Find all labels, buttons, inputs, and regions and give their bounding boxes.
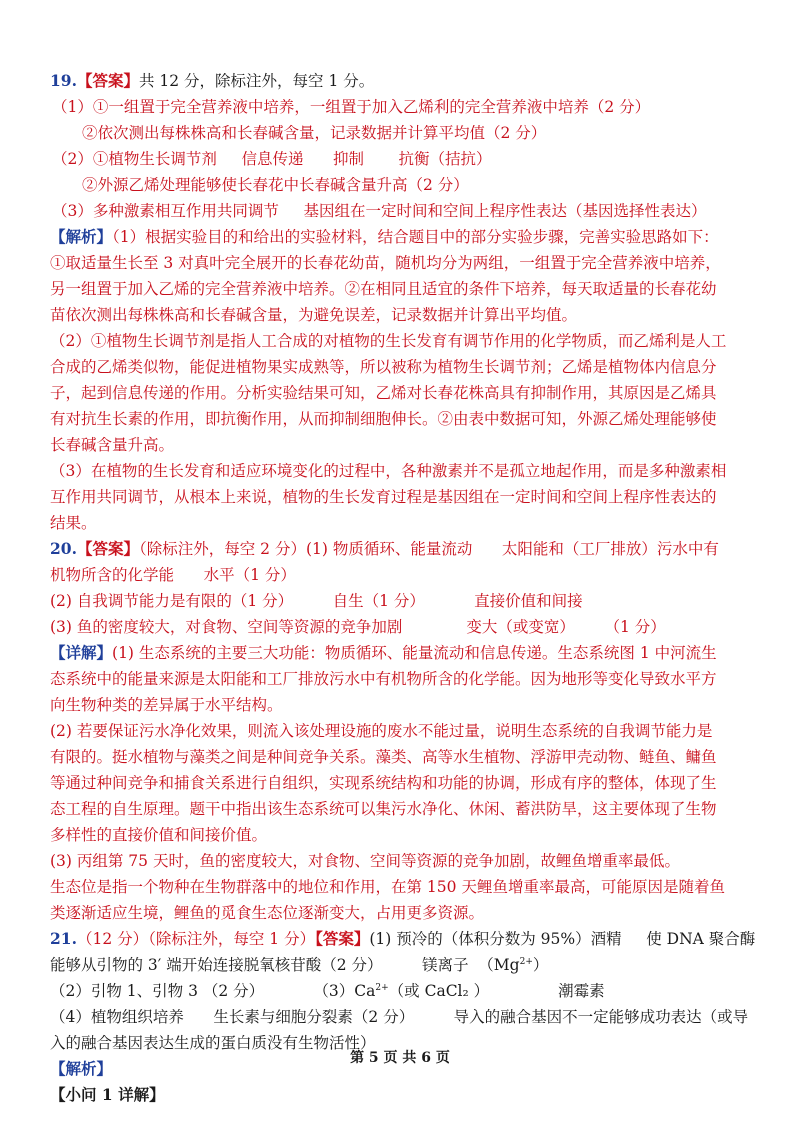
text-run: 能够从引物的 3′ 端开始连接脱氧核苷酸（2 分） 镁离子 （Mg (50, 956, 520, 974)
text-line (50, 640, 800, 666)
text-run: （1）根据实验目的和给出的实验材料，结合题目中的部分实验步骤，完善实验思路如下： (112, 228, 719, 246)
text-run: （2）引物 1、引物 3 （2 分） （3）Ca (50, 982, 376, 1000)
subquestion-heading (50, 1082, 800, 1108)
text-run: 入的融合基因表达生成的蛋白质没有生物活性） (50, 1034, 376, 1052)
text-run: （1）①一组置于完全营养液中培养，一组置于加入乙烯利的完全营养液中培养（2 分） (52, 98, 651, 116)
subquestion-label: 【小问 1 详解】 (50, 1085, 165, 1104)
text-line (50, 68, 800, 94)
text-line (50, 354, 800, 380)
text-line (50, 276, 800, 302)
text-run: 19. (50, 71, 77, 90)
text-run: 【详解】 (50, 643, 113, 662)
text-line (50, 952, 800, 978)
text-line (50, 848, 800, 874)
text-run: 【答案】 (76, 71, 139, 90)
text-line (50, 536, 800, 562)
text-run: （4）植物组织培养 生长素与细胞分裂素（2 分） 导入的融合基因不一定能够成功表达（或导 (50, 1008, 749, 1026)
text-run: 有对抗生长素的作用，即抗衡作用，从而抑制细胞伸长。②由表中数据可知，外源乙烯处理能够使 (50, 410, 717, 428)
text-run: （3）多种激素相互作用共同调节 基因组在一定时间和空间上程序性表达（基因选择性表达） (52, 202, 707, 220)
text-run: （2）①植物生长调节剂是指人工合成的对植物的生长发育有调节作用的化学物质，而乙烯利是人工 (50, 332, 727, 350)
text-line (50, 302, 800, 328)
text-line (50, 432, 800, 458)
text-run: 长春碱含量升高。 (50, 436, 175, 454)
text-run: (1) 生态系统的主要三大功能：物质循环、能量流动和信息传递。生态系统图 1 中河流生 (112, 644, 717, 662)
text-line (50, 874, 800, 900)
text-run: 合成的乙烯类似物，能促进植物果实成熟等，所以被称为植物生长调节剂；乙烯是植物体内信息分 (50, 358, 717, 376)
text-line (50, 926, 800, 952)
analysis-label: 【解析】 (50, 1059, 113, 1078)
text-run: （3）在植物的生长发育和适应环境变化的过程中，各种激素并不是孤立地起作用，而是多种激素相 (50, 462, 727, 480)
text-line (50, 380, 800, 406)
text-line (50, 614, 800, 640)
text-run: 另一组置于加入乙烯的完全营养液中培养。②在相同且适宜的条件下培养，每天取适量的长春花幼 (50, 280, 717, 298)
text-run: 结果。 (50, 514, 97, 532)
text-line (50, 978, 800, 1004)
text-run: 苗依次测出每株株高和长春碱含量，为避免误差，记录数据并计算出平均值。 (50, 306, 578, 324)
text-line (50, 718, 800, 744)
text-line (50, 458, 800, 484)
text-run: ②外源乙烯处理能够使长春花中长春碱含量升高（2 分） (82, 176, 469, 194)
page-number-footer: 第 5 页 共 6 页 (350, 1050, 450, 1066)
text-run: (1) 预冷的（体积分数为 95%）酒精 使 DNA 聚合酶 (369, 930, 756, 948)
text-run: (2) 若要保证污水净化效果，则流入该处理设施的废水不能过量，说明生态系统的自我调节能力是 (50, 722, 713, 740)
text-run: (3) 丙组第 75 天时，鱼的密度较大，对食物、空间等资源的竞争加剧，故鲤鱼增重率最低。 (50, 852, 680, 870)
text-line (50, 822, 800, 848)
text-line (50, 796, 800, 822)
text-run: （12 分）（除标注外，每空 1 分） (76, 930, 316, 948)
text-line (50, 900, 800, 926)
text-run: ①取适量生长至 3 对真叶完全展开的长春花幼苗，随机均分为两组，一组置于完全营养液中培养， (50, 254, 721, 272)
text-run: 向生物种类的差异属于水平结构。 (50, 696, 283, 714)
text-line (52, 146, 800, 172)
text-run: 【答案】 (315, 929, 370, 948)
text-line (50, 666, 800, 692)
text-line (50, 406, 800, 432)
text-run: ） (532, 956, 549, 974)
text-run: 20. (50, 539, 77, 558)
text-run: 等通过种间竞争和捕食关系进行自组织，实现系统结构和功能的协调，形成有序的整体，体现了生 (50, 774, 717, 792)
text-line (50, 1004, 800, 1030)
text-line (50, 224, 800, 250)
text-line (50, 562, 800, 588)
text-run: 态工程的自生原理。题干中指出该生态系统可以集污水净化、休闲、蓄洪防旱，这主要体现了生物 (50, 800, 717, 818)
text-run: 21. (50, 929, 77, 948)
text-run: 态系统中的能量来源是太阳能和工厂排放污水中有机物所含的化学能。因为地形等变化导致水平方 (50, 670, 717, 688)
text-run: (3) 鱼的密度较大，对食物、空间等资源的竞争加剧 变大（或变宽） （1 分） (50, 618, 666, 636)
text-line (50, 744, 800, 770)
text-line (50, 588, 800, 614)
text-run: 【答案】 (76, 539, 139, 558)
text-run: (2) 自我调节能力是有限的（1 分） 自生（1 分） 直接价值和间接 (50, 592, 583, 610)
text-run: 互作用共同调节，从根本上来说，植物的生长发育过程是基因组在一定时间和空间上程序性表达的 (50, 488, 717, 506)
text-run: 多样性的直接价值和间接价值。 (50, 826, 268, 844)
text-run: 生态位是指一个物种在生物群落中的地位和作用，在第 150 天鲤鱼增重率最高，可能原因是随着鱼 (50, 878, 725, 896)
text-run: （或 CaCl₂ ） 潮霉素 (388, 982, 605, 1000)
superscript-run: 2+ (375, 983, 389, 993)
text-run: 共 12 分，除标注外，每空 1 分。 (138, 72, 375, 90)
text-line (50, 510, 800, 536)
text-line (50, 250, 800, 276)
text-line (82, 120, 800, 146)
text-run: 类逐渐适应生境，鲤鱼的觅食生态位逐渐变大，占用更多资源。 (50, 904, 485, 922)
text-line (82, 172, 800, 198)
text-line (50, 692, 800, 718)
text-run: （除标注外，每空 2 分）(1) 物质循环、能量流动 太阳能和（工厂排放）污水中有 (138, 540, 719, 558)
text-line (50, 484, 800, 510)
text-run: 有限的。挺水植物与藻类之间是种间竞争关系。藻类、高等水生植物、浮游甲壳动物、鲢鱼、鳙鱼 (50, 748, 717, 766)
text-run: 机物所含的化学能 水平（1 分） (50, 566, 296, 584)
text-run: （2）①植物生长调节剂 信息传递 抑制 抗衡（拮抗） (52, 150, 492, 168)
text-run: 子，起到信息传递的作用。分析实验结果可知，乙烯对长春花株高具有抑制作用，其原因是乙烯具 (50, 384, 717, 402)
text-line (52, 198, 800, 224)
text-run: ②依次测出每株株高和长春碱含量，记录数据并计算平均值（2 分） (82, 124, 547, 142)
text-line (50, 770, 800, 796)
superscript-run: 2+ (519, 957, 533, 967)
text-line (52, 94, 800, 120)
text-run: 【解析】 (50, 227, 113, 246)
text-line (50, 328, 800, 354)
